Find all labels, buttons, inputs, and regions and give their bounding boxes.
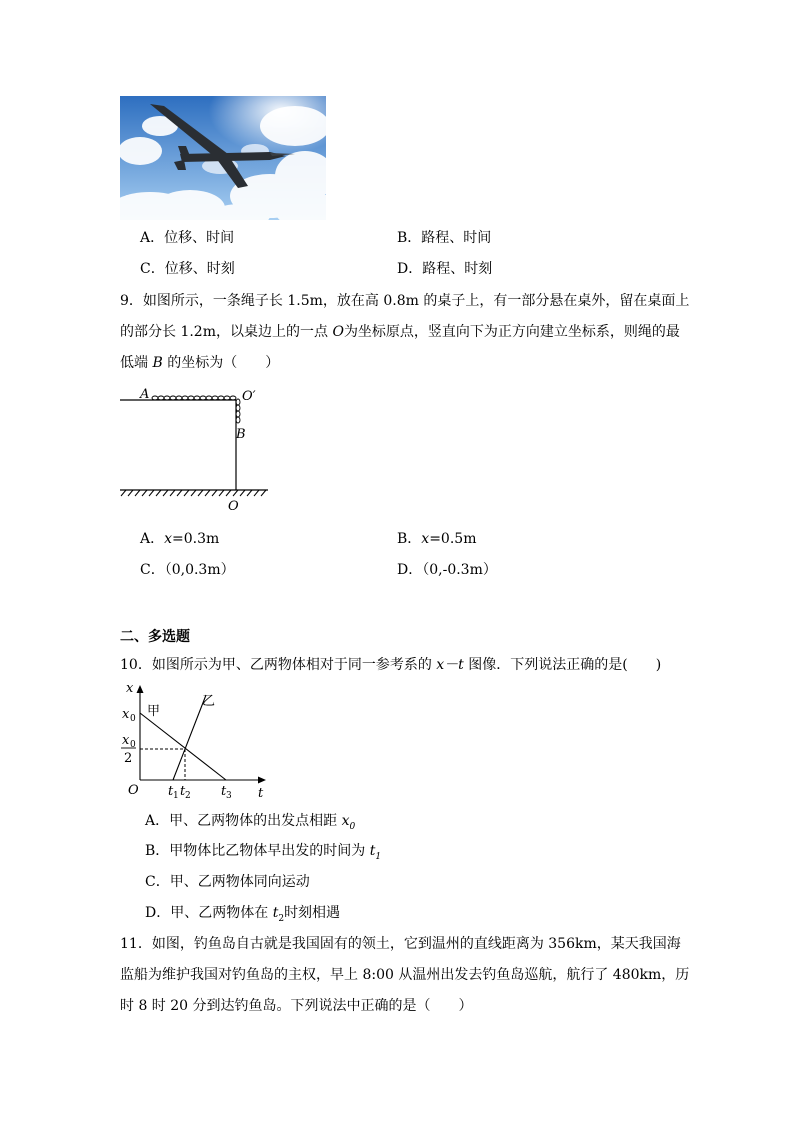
option-tail: 时刻相遇 — [284, 905, 341, 921]
option-text: B．甲物体比乙物体早出发的时间为 — [145, 843, 370, 859]
q11-stem-line2: 监船为维护我国对钓鱼岛的主权，早上 8:00 从温州出发去钓鱼岛巡航，航行了 480km，历 — [120, 967, 690, 983]
q10-stem-b: 图像．下列说法正确的是( ) — [463, 657, 662, 673]
q10-option-a[interactable] — [145, 811, 355, 837]
label-jia: 甲 — [147, 704, 161, 719]
option-rest: （0,0.3m） — [164, 562, 235, 578]
q10-option-b[interactable] — [145, 841, 381, 867]
q11-stem-line3: 时 8 时 20 分到达钓鱼岛。下列说法中正确的是（ ） — [120, 998, 473, 1014]
option-prefix: C． — [140, 562, 165, 578]
label-t2: t — [180, 784, 186, 799]
label-x0-sub: 0 — [130, 714, 136, 724]
label-half-num: x — [122, 733, 130, 748]
section-title-multi-choice: 二、多选题 — [120, 629, 190, 645]
label-t2-sub: 2 — [185, 791, 191, 801]
line-jia — [140, 713, 226, 780]
q9-var-o: O — [332, 324, 344, 340]
q9-stem-line3 — [120, 353, 279, 373]
option-text: A．甲、乙两物体的出发点相距 — [145, 813, 342, 829]
option-var: x — [421, 531, 430, 547]
option-prefix: A． — [140, 531, 165, 547]
option-prefix: B． — [397, 531, 422, 547]
q9-stem-line2-b: 为坐标原点，竖直向下为正方向建立坐标系，则绳的最 — [343, 324, 680, 340]
q9-stem-line3-b: 的坐标为（ ） — [162, 355, 280, 371]
q8-option-c[interactable]: C．位移、时刻 — [140, 261, 235, 277]
label-a: A — [140, 387, 150, 402]
label-half-num-sub: 0 — [130, 740, 136, 750]
q9-option-a[interactable] — [140, 529, 219, 549]
t-axis-arrow-icon — [258, 777, 266, 784]
option-text: D．甲、乙两物体在 — [145, 905, 273, 921]
label-t3: t — [221, 784, 227, 799]
q8-option-b[interactable]: B．路程、时间 — [397, 230, 492, 246]
label-t3-sub: 3 — [226, 791, 232, 801]
label-o: O — [228, 499, 239, 514]
label-x0: x — [122, 707, 130, 722]
label-yi: 乙 — [202, 694, 216, 709]
drone-aircraft-image — [120, 96, 326, 220]
q9-option-d[interactable] — [397, 560, 497, 580]
q10-stem-var: x－t — [436, 657, 464, 673]
q9-stem-line2-a: 的部分长 1.2m，以桌边上的一点 — [120, 324, 333, 340]
label-o-prime: O′ — [242, 389, 256, 404]
option-prefix: D． — [397, 562, 423, 578]
option-var: t — [272, 905, 279, 921]
option-sub: 1 — [375, 851, 382, 862]
q9-option-c[interactable] — [140, 560, 235, 580]
q8-option-a[interactable]: A．位移、时间 — [140, 230, 235, 246]
q8-option-d[interactable]: D．路程、时刻 — [397, 261, 493, 277]
q9-var-b: B — [152, 355, 163, 371]
q10-option-c[interactable]: C．甲、乙两物体同向运动 — [145, 874, 310, 890]
option-var: t — [369, 843, 376, 859]
label-b: B — [236, 427, 246, 442]
option-rest: =0.5m — [429, 531, 477, 547]
drone-photo — [120, 96, 326, 220]
q10-stem — [120, 655, 661, 675]
q9-stem-line2 — [120, 322, 680, 342]
option-var: x — [164, 531, 173, 547]
q10-xt-graph — [118, 676, 278, 802]
option-sub: 0 — [349, 821, 356, 832]
q11-stem-line1: 11．如图，钓鱼岛自古就是我国固有的领土，它到温州的直线距离为 356km，某天我国海 — [120, 936, 681, 952]
q10-stem-a: 10．如图所示为甲、乙两物体相对于同一参考系的 — [120, 657, 437, 673]
axis-label-x: x — [126, 681, 134, 696]
rope-coils — [152, 396, 240, 423]
label-half-den: 2 — [124, 751, 133, 766]
option-rest: （0,-0.3m） — [422, 562, 497, 578]
option-sub: 2 — [278, 913, 285, 924]
floor-hatching — [121, 490, 266, 496]
axis-label-t: t — [258, 786, 264, 801]
q9-option-b[interactable] — [397, 529, 476, 549]
q10-option-d[interactable] — [145, 903, 340, 929]
q9-stem-line3-a: 低端 — [120, 355, 153, 371]
option-var: x — [341, 813, 350, 829]
q9-stem-line1: 9．如图所示，一条绳子长 1.5m，放在高 0.8m 的桌子上，有一部分悬在桌外，留在桌面上 — [120, 293, 690, 309]
q9-table-rope-figure — [118, 384, 278, 514]
x-axis-arrow-icon — [137, 685, 144, 693]
option-rest: =0.3m — [172, 531, 220, 547]
origin-label: O — [128, 783, 139, 798]
label-t1: t — [168, 784, 174, 799]
label-t1-sub: 1 — [173, 791, 179, 801]
